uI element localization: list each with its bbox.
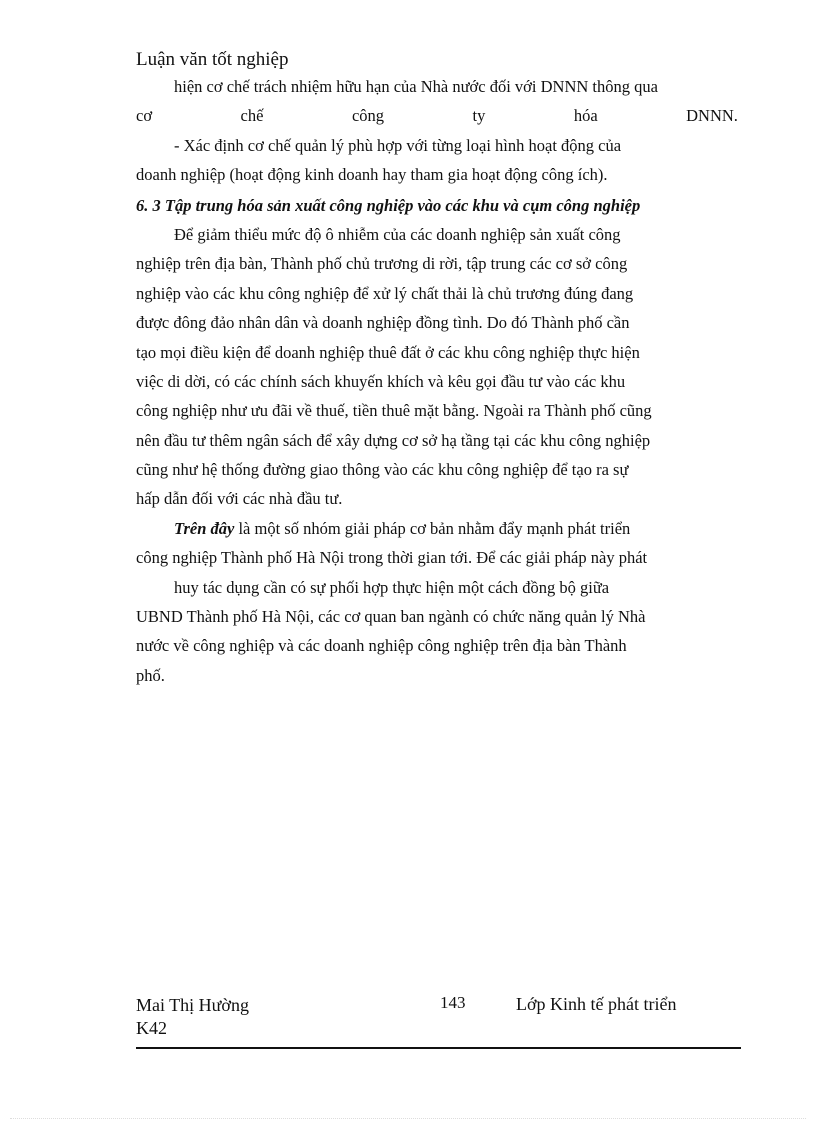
- paragraph-line: công nghiệp Thành phố Hà Nội trong thời gian tới. Để các giải pháp này phát: [136, 548, 648, 568]
- paragraph-text: là một số nhóm giải pháp cơ bản nhằm đẩy mạnh phát triển: [234, 518, 631, 538]
- paragraph-line: [136, 514, 738, 543]
- running-header: Luận văn tốt nghiệp: [136, 49, 289, 70]
- section-heading: 6. 3 Tập trung hóa sản xuất công nghiệp vào các khu và cụm công nghiệp: [136, 195, 641, 215]
- paragraph-line: phố.: [136, 665, 165, 685]
- paragraph-line: UBND Thành phố Hà Nội, các cơ quan ban ngành có chức năng quản lý Nhà: [136, 607, 646, 627]
- footer-author: Mai Thị Hường: [136, 995, 249, 1015]
- word: hóa: [573, 106, 598, 126]
- justified-line: [136, 101, 738, 130]
- paragraph-line: hấp dẫn đối với các nhà đầu tư.: [136, 489, 343, 509]
- paragraph-line: cũng như hệ thống đường giao thông vào các khu công nghiệp để tạo ra sự: [136, 460, 629, 480]
- footer-divider: [136, 1047, 741, 1049]
- word: chế: [240, 106, 264, 126]
- text-line: doanh nghiệp (hoạt động kinh doanh hay tham gia hoạt động công ích).: [136, 165, 608, 185]
- paragraph-line: huy tác dụng cần có sự phối hợp thực hiện một cách đồng bộ giữa: [174, 577, 610, 597]
- paragraph-line: công nghiệp như ưu đãi về thuế, tiền thuê mặt bằng. Ngoài ra Thành phố cũng: [136, 401, 652, 421]
- footer-author-block: [136, 994, 249, 1040]
- paragraph-line: Để giảm thiểu mức độ ô nhiễm của các doanh nghiệp sản xuất công: [174, 224, 621, 244]
- paragraph-line: nghiệp vào các khu công nghiệp để xử lý chất thải là chủ trương đúng đang: [136, 283, 634, 303]
- footer-class: Lớp Kinh tế phát triển: [516, 994, 677, 1014]
- paragraph-line: nên đầu tư thêm ngân sách để xây dựng cơ sở hạ tầng tại các khu công nghiệp: [136, 430, 651, 450]
- text-line: - Xác định cơ chế quản lý phù hợp với từng loại hình hoạt động của: [174, 135, 622, 155]
- page-number: 143: [440, 993, 466, 1012]
- emphasis-lead: Trên đây: [174, 518, 235, 538]
- paragraph-line: được đông đảo nhân dân và doanh nghiệp đồng tình. Do đó Thành phố cần: [136, 313, 630, 333]
- text-line: hiện cơ chế trách nhiệm hữu hạn của Nhà nước đối với DNNN thông qua: [174, 77, 658, 96]
- body-text: [136, 72, 738, 690]
- paragraph-line: nghiệp trên địa bàn, Thành phố chủ trương di rời, tập trung các cơ sở công: [136, 254, 628, 274]
- page-edge-divider: [10, 1118, 806, 1119]
- paragraph-line: tạo mọi điều kiện để doanh nghiệp thuê đất ở các khu công nghiệp thực hiện: [136, 342, 640, 362]
- word: ty: [472, 106, 486, 126]
- word: công: [351, 106, 385, 126]
- paragraph-line: việc di dời, có các chính sách khuyến khích và kêu gọi đầu tư vào các khu: [136, 371, 626, 391]
- paragraph-line: nước về công nghiệp và các doanh nghiệp công nghiệp trên địa bàn Thành: [136, 636, 627, 656]
- footer-cohort: K42: [136, 1018, 167, 1038]
- word: cơ: [136, 106, 153, 126]
- word: DNNN.: [686, 106, 738, 126]
